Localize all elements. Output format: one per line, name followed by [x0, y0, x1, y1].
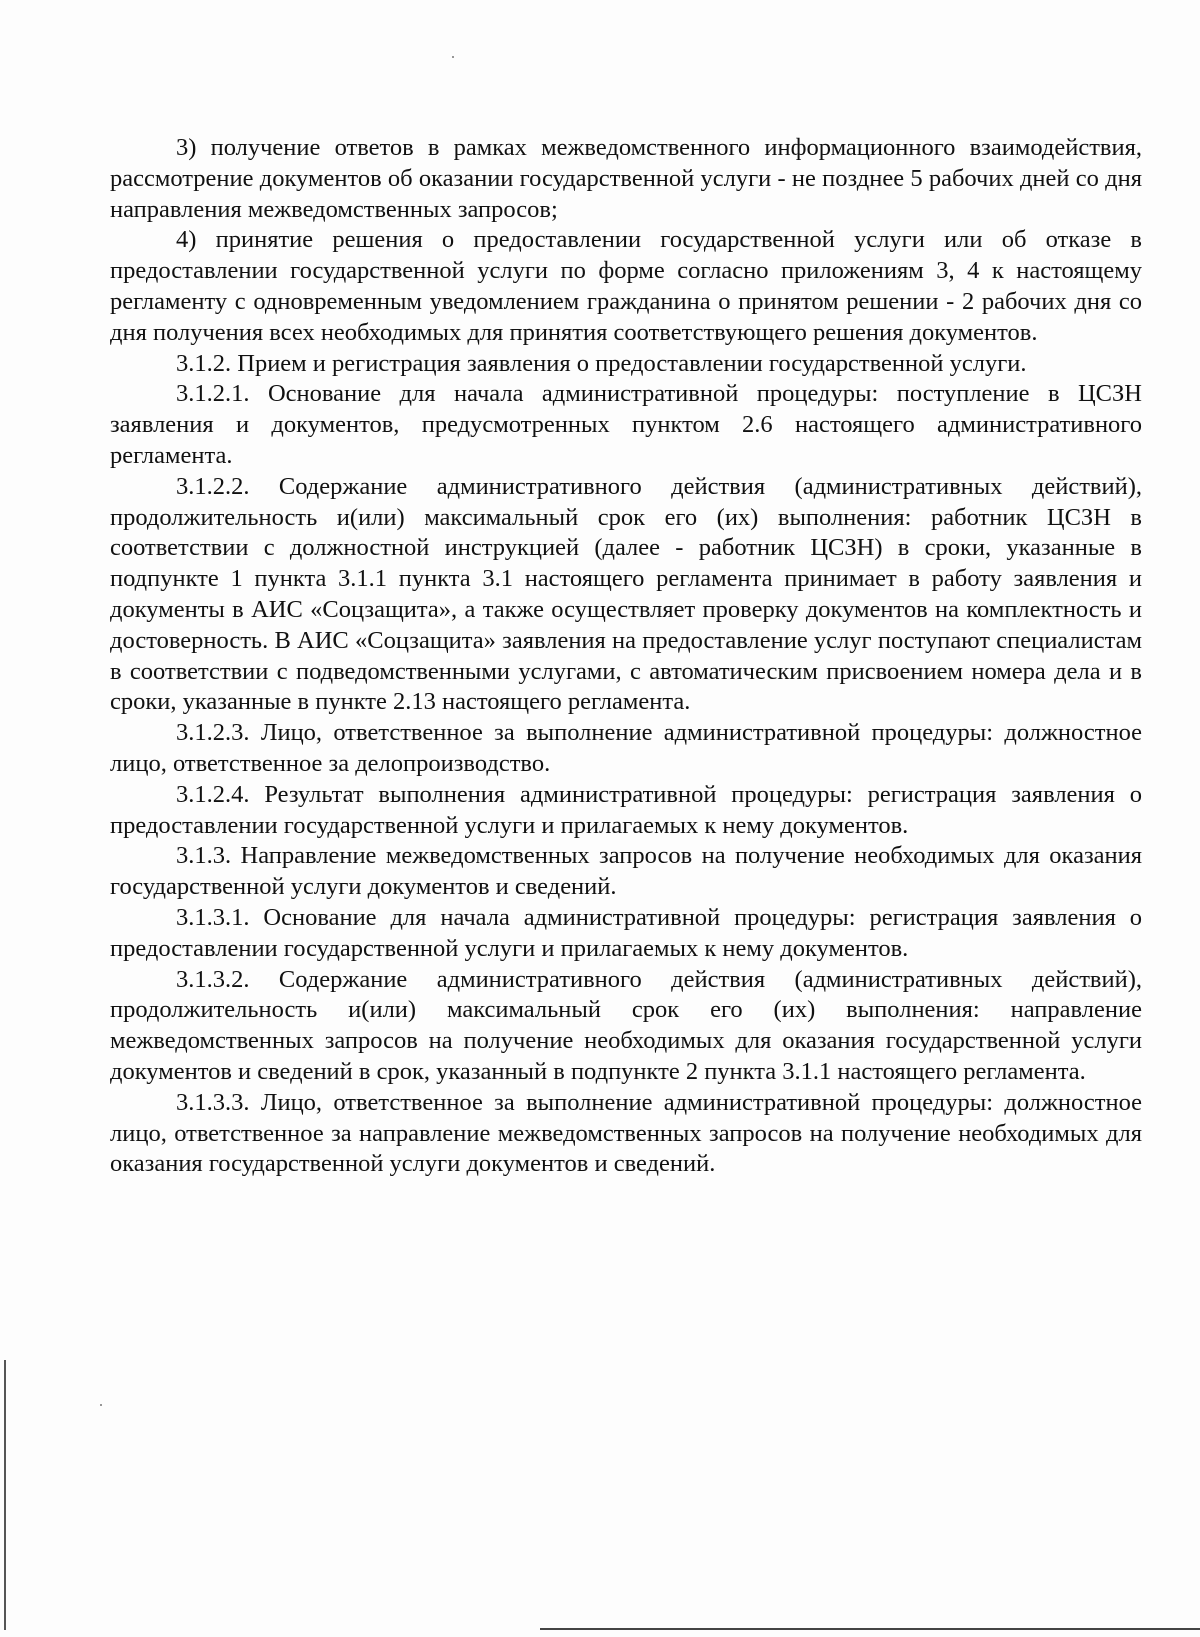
scan-speck — [452, 56, 454, 58]
document-body — [110, 133, 1142, 1180]
paragraph-3-1-3-2: 3.1.3.2. Содержание административного действия (административных действий), продолжительность и(или) максимальный срок его (их) выполнения: направление межведомственных запросов на получение необходимых для оказания государственной услуги документов и сведений в срок, указанный в подпункте 2 пункта 3.1.1 настоящего регламента. — [110, 965, 1142, 1085]
section-3-1-3-heading: 3.1.3. Направление межведомственных запросов на получение необходимых для оказания государственной услуги документов и сведений. — [110, 842, 1142, 901]
scan-edge-left — [4, 1360, 6, 1630]
paragraph-3-1-2-1: 3.1.2.1. Основание для начала административной процедуры: поступление в ЦСЗН заявления и документов, предусмотренных пунктом 2.6 настоящего административного регламента. — [110, 380, 1142, 469]
section-3-1-2-heading: 3.1.2. Прием и регистрация заявления о предоставлении государственной услуги. — [176, 349, 1027, 377]
paragraph-3-1-3-3: 3.1.3.3. Лицо, ответственное за выполнение административной процедуры: должностное лицо, ответственное за направление межведомственных запросов на получение необходимых для оказания государственной услуги документов и сведений. — [110, 1088, 1142, 1178]
paragraph-3-1-2-4: 3.1.2.4. Результат выполнения административной процедуры: регистрация заявления о предоставлении государственной услуги и прилагаемых к нему документов. — [110, 780, 1142, 839]
paragraph-item-3: 3) получение ответов в рамках межведомственного информационного взаимодействия, рассмотрение документов об оказании государственной услуги - не позднее 5 рабочих дней со дня направления межведомственных запросов; — [110, 134, 1142, 223]
paragraph-3-1-2-3: 3.1.2.3. Лицо, ответственное за выполнение административной процедуры: должностное лицо, ответственное за делопроизводство. — [110, 719, 1142, 777]
scan-speck — [100, 1404, 102, 1406]
paragraph-3-1-3-1: 3.1.3.1. Основание для начала административной процедуры: регистрация заявления о предоставлении государственной услуги и прилагаемых к нему документов. — [110, 903, 1142, 962]
paragraph-3-1-2-2: 3.1.2.2. Содержание административного действия (административных действий), продолжительность и(или) максимальный срок его (их) выполнения: работник ЦСЗН в соответствии с должностной инструкцией (далее - работник ЦСЗН) в сроки, указанные в подпункте 1 пункта 3.1.1 пункта 3.1 настоящего регламента принимает в работу заявления и документы в АИС «Соцзащита», а также осуществляет проверку документов на комплектность и достоверность. В АИС «Соцзащита» заявления на предоставление услуг поступают специалистам в соответствии с подведомственными услугами, с автоматическим присвоением номера дела и в сроки, указанные в пункте 2.13 настоящего регламента. — [110, 472, 1142, 716]
scan-edge-bottom — [540, 1628, 1200, 1630]
paragraph-item-4: 4) принятие решения о предоставлении государственной услуги или об отказе в предоставлении государственной услуги по форме согласно приложениям 3, 4 к настоящему регламенту с одновременным уведомлением гражданина о принятом решении - 2 рабочих дня со дня получения всех необходимых для принятия соответствующего решения документов. — [110, 226, 1142, 346]
